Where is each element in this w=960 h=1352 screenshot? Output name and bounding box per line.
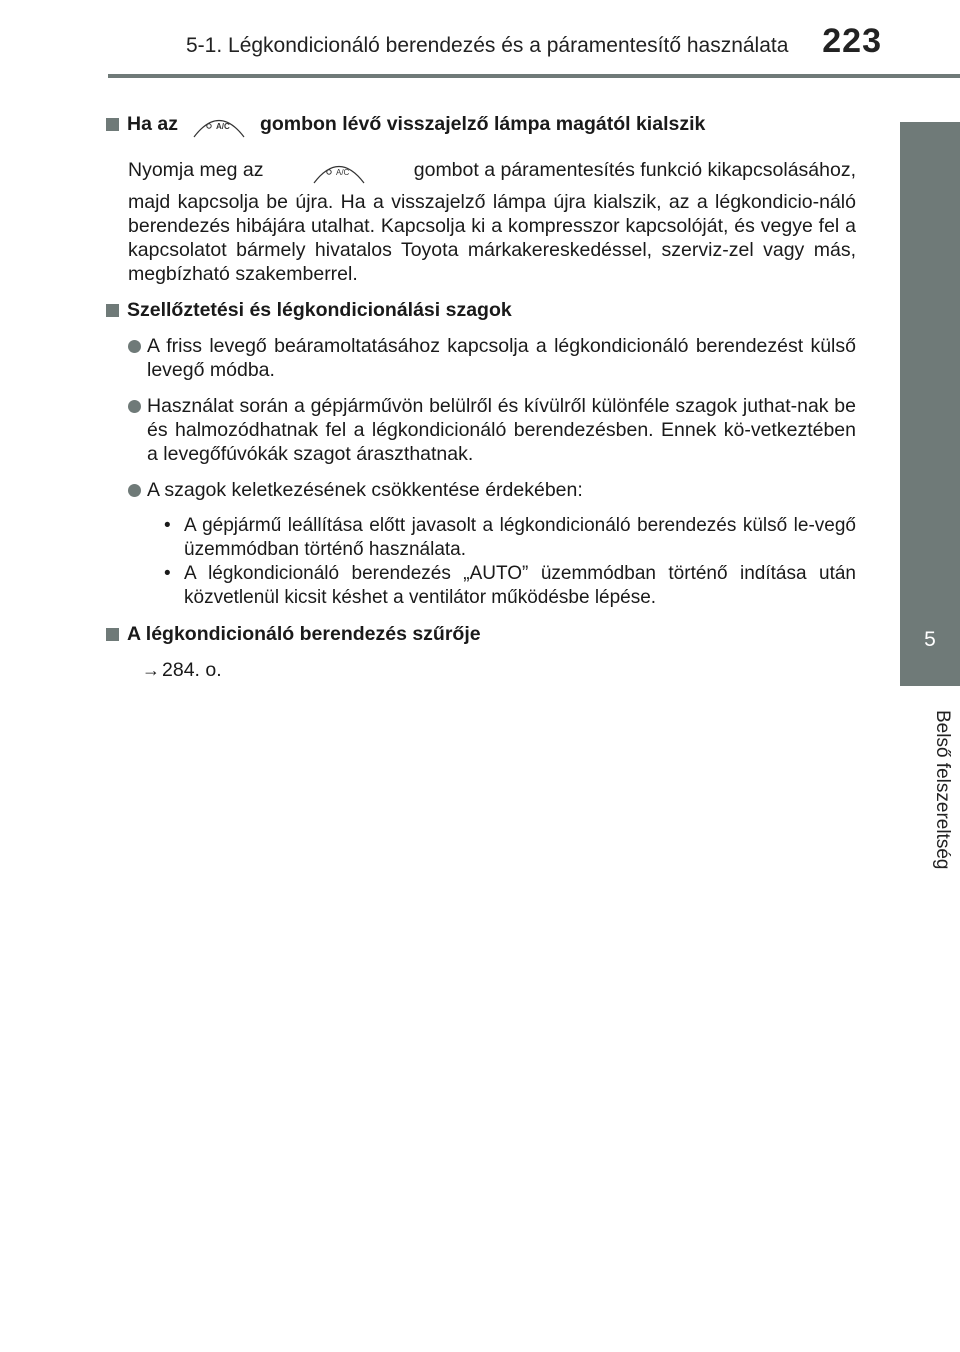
- svg-text:A/C: A/C: [215, 122, 230, 131]
- ac-button-icon: [312, 156, 366, 184]
- section-heading-indicator: [106, 110, 856, 138]
- circle-bullet-icon: [128, 400, 141, 413]
- heading-text-post: gombon lévő visszajelző lámpa magától kialszik: [259, 113, 706, 135]
- list-item-text: Használat során a gépjárművön belülről és kívülről különféle szagok juthat-nak be és halmozódhatnak fel a légkondicionáló berendezésben. Ennek kö-vetkeztében a levegőfúvókák szagot áraszthatnak.: [147, 395, 856, 465]
- chapter-label: Belső felszereltség: [932, 710, 953, 870]
- section-heading-odors: [106, 298, 856, 322]
- list-item-text: A friss levegő beáramoltatásához kapcsolja a légkondicionáló berendezést külső levegő módba.: [147, 335, 856, 381]
- page-reference-text: 284. o.: [162, 659, 222, 681]
- list-item: [128, 334, 856, 382]
- heading-text-pre: Ha az: [127, 113, 178, 135]
- bullet-marker: •: [164, 515, 171, 536]
- heading-text: A légkondicionáló berendezés szűrője: [127, 623, 481, 645]
- section-heading-filter: [106, 622, 856, 646]
- sub-list: [164, 514, 856, 610]
- square-bullet-icon: [106, 628, 119, 641]
- circle-bullet-icon: [128, 340, 141, 353]
- sub-list-item-text: A légkondicionáló berendezés „AUTO” üzemmódban történő indítása után közvetlenül kicsit késhet a ventilátor működésbe lépése.: [184, 563, 856, 608]
- sub-list-item-text: A gépjármű leállítása előtt javasolt a légkondicionáló berendezés külső le-vegő üzemmódban történő használata.: [184, 515, 856, 560]
- list-item: [128, 394, 856, 466]
- paragraph-body: majd kapcsolja be újra. Ha a visszajelző lámpa újra kialszik, az a légkondicio-náló berendezés hibájára utalhat. Kapcsolja ki a kompresszor kapcsolóját, és vegye fel a kapcsolatot bármely hivatalos Toyota márkakereskedéssel, szerviz-zel vagy más, megbízható szakemberrel.: [128, 191, 856, 285]
- square-bullet-icon: [106, 118, 119, 131]
- text-press-button: Nyomja meg az: [128, 159, 264, 181]
- header-divider: [108, 74, 960, 78]
- sub-list-item: [164, 514, 856, 562]
- chapter-tab-bar: [900, 122, 960, 602]
- svg-text:A/C: A/C: [335, 168, 349, 177]
- list-item: [128, 478, 856, 502]
- page-header-title: 5-1. Légkondicionáló berendezés és a páramentesítő használata: [186, 34, 789, 57]
- square-bullet-icon: [106, 304, 119, 317]
- page-reference: [142, 658, 856, 682]
- chapter-number: 5: [924, 628, 936, 651]
- list-item-text: A szagok keletkezésének csökkentése érdekében:: [147, 479, 583, 501]
- heading-text: Szellőztetési és légkondicionálási szagok: [127, 299, 512, 321]
- page-content: [106, 110, 856, 682]
- sub-list-item: [164, 562, 856, 610]
- page-number: 223: [822, 22, 882, 60]
- text-button-function: gombot a páramentesítés funkció kikapcsolásához,: [413, 159, 856, 181]
- circle-bullet-icon: [128, 484, 141, 497]
- paragraph-first-line: [128, 156, 856, 184]
- bullet-marker: •: [164, 563, 171, 584]
- arrow-right-icon: →: [142, 660, 160, 680]
- ac-button-icon: [192, 110, 246, 138]
